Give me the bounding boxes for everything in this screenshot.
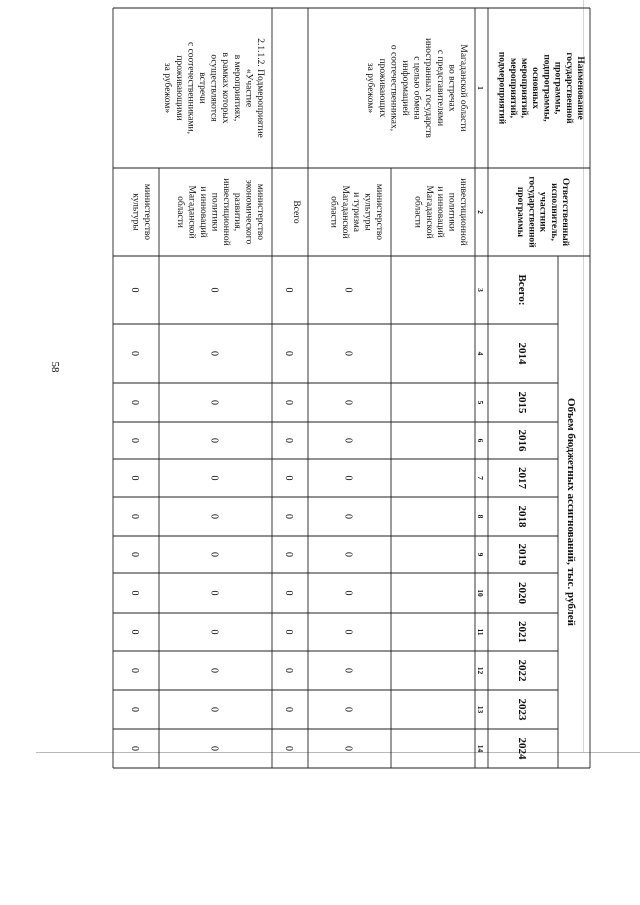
- header-name-column: основных: [530, 67, 541, 109]
- value-cell: 0: [342, 629, 354, 635]
- header-executor-column: программы: [515, 186, 526, 238]
- header-year-2023: 2023: [516, 698, 528, 721]
- value-cell: 0: [342, 351, 354, 356]
- value-cell: 0: [283, 400, 294, 405]
- header-executor-column: участник: [537, 191, 548, 233]
- page-number: 58: [49, 361, 61, 373]
- row-executor: области: [328, 196, 339, 228]
- header-year-2022: 2022: [516, 659, 528, 682]
- value-cell: 0: [283, 438, 294, 443]
- row-executor: культуры: [130, 193, 141, 231]
- value-cell: 0: [208, 629, 220, 635]
- header-year-2021: 2021: [516, 621, 528, 643]
- header-year-2015: 2015: [516, 391, 528, 414]
- header-name-column: Наименование: [575, 56, 585, 120]
- value-cell: 0: [283, 590, 294, 596]
- value-cell: 0: [208, 438, 220, 443]
- budget-header-title: Объем бюджетных ассигнований, тыс. рублей: [565, 398, 577, 626]
- header-executor-column: государственной: [526, 176, 537, 248]
- row-name: «Участие: [243, 68, 254, 108]
- value-cell: 0: [283, 668, 294, 673]
- column-number: 12: [476, 666, 485, 675]
- value-cell: 0: [283, 475, 294, 481]
- header-year-2024: 2024: [516, 737, 528, 760]
- value-cell: 0: [283, 287, 294, 293]
- value-cell: 0: [283, 629, 294, 635]
- row-executor: культуры: [362, 193, 373, 231]
- header-name-column: мероприятий,: [507, 57, 518, 119]
- row-executor: развития,: [232, 192, 243, 232]
- row-executor: министерство: [142, 183, 152, 241]
- column-number: 8: [476, 514, 485, 519]
- row-executor: и инноваций: [435, 186, 446, 238]
- row-name: встречи: [197, 72, 207, 104]
- header-year-2014: 2014: [516, 342, 528, 365]
- row-executor: инвестиционной: [220, 178, 231, 246]
- value-cell: 0: [342, 590, 354, 596]
- row-name: иностранных государств: [423, 38, 434, 138]
- row-executor: области: [175, 196, 186, 228]
- value-cell: 0: [342, 514, 354, 519]
- header-executor-column: исполнитель,: [548, 183, 559, 241]
- row-executor: Магаданской: [186, 185, 197, 239]
- header-total: Всего:: [516, 274, 528, 306]
- row-executor: области: [412, 196, 423, 228]
- value-cell: 0: [208, 552, 220, 557]
- row-executor: политики: [209, 192, 220, 232]
- header-name-column: государственной: [563, 52, 574, 124]
- value-cell: 0: [208, 400, 220, 405]
- row-name: с представителями: [434, 49, 445, 127]
- column-number: 9: [476, 552, 485, 557]
- value-cell: 0: [208, 475, 220, 481]
- row-name: с целью обмена: [411, 56, 422, 120]
- column-number: 13: [476, 705, 485, 714]
- value-cell: 0: [208, 351, 220, 356]
- table-grid: [113, 8, 590, 768]
- row-name: во встречах: [446, 64, 457, 112]
- header-year-2017: 2017: [516, 467, 528, 489]
- value-cell: 0: [342, 552, 354, 557]
- value-cell: 0: [129, 590, 140, 596]
- column-number: 7: [476, 476, 485, 480]
- row-name: за рубежом»: [365, 62, 376, 114]
- header-name-column: программы,: [552, 61, 563, 115]
- row-executor: и туризма: [351, 192, 362, 232]
- column-number: 2: [476, 210, 485, 214]
- row-executor: Всего: [291, 200, 301, 224]
- row-name: с соотечественниками,: [185, 42, 196, 134]
- value-cell: 0: [129, 287, 140, 293]
- value-cell: 0: [342, 668, 354, 673]
- value-cell: 0: [129, 552, 140, 557]
- row-executor: экономического: [243, 179, 254, 245]
- header-name-column: мероприятий,: [519, 57, 529, 119]
- header-executor-column: Ответственный: [560, 177, 570, 247]
- value-cell: 0: [129, 475, 140, 481]
- header-name-column: подпрограммы,: [541, 54, 552, 122]
- value-cell: 0: [283, 351, 294, 356]
- row-name: за рубежом»: [162, 62, 173, 114]
- row-name: информацией: [400, 60, 410, 116]
- value-cell: 0: [342, 746, 354, 751]
- row-executor: министерство: [255, 183, 265, 241]
- row-name: осуществляются: [208, 54, 219, 122]
- value-cell: 0: [208, 746, 220, 751]
- value-cell: 0: [283, 552, 294, 557]
- column-number: 3: [476, 288, 485, 292]
- value-cell: 0: [129, 351, 140, 356]
- value-cell: 0: [283, 707, 294, 712]
- header-year-2016: 2016: [516, 429, 528, 452]
- value-cell: 0: [129, 438, 140, 443]
- row-name: в рамках которых: [220, 52, 231, 124]
- column-number: 4: [476, 351, 485, 356]
- value-cell: 0: [129, 400, 140, 405]
- value-cell: 0: [129, 629, 140, 635]
- row-executor: и инноваций: [198, 186, 208, 238]
- value-cell: 0: [129, 746, 140, 751]
- row-name: проживающими: [173, 55, 184, 121]
- column-number: 11: [476, 628, 485, 636]
- column-number: 10: [476, 589, 485, 597]
- row-executor: Магаданской: [423, 185, 434, 239]
- column-number: 5: [476, 400, 485, 405]
- row-name: проживающих: [376, 58, 387, 118]
- value-cell: 0: [342, 438, 354, 443]
- value-cell: 0: [208, 287, 220, 293]
- header-year-2020: 2020: [516, 582, 528, 604]
- value-cell: 0: [129, 514, 140, 519]
- value-cell: 0: [342, 400, 354, 405]
- value-cell: 0: [129, 707, 140, 712]
- row-executor: политики: [446, 192, 457, 232]
- value-cell: 0: [342, 475, 354, 481]
- column-number: 1: [476, 86, 485, 90]
- table-text: [129, 38, 585, 760]
- value-cell: 0: [208, 590, 220, 596]
- row-name: 2.1.1.2. Подмероприятие: [255, 38, 265, 138]
- header-year-2019: 2019: [516, 543, 528, 566]
- value-cell: 0: [342, 707, 354, 712]
- value-cell: 0: [342, 287, 354, 293]
- row-name: о соотечественниках,: [388, 44, 399, 132]
- row-executor: министерство: [374, 183, 384, 241]
- row-executor: Магаданской: [339, 185, 350, 239]
- value-cell: 0: [208, 668, 220, 673]
- value-cell: 0: [283, 746, 294, 751]
- row-name: в мероприятиях,: [231, 54, 242, 122]
- row-executor: инвестиционной: [458, 178, 468, 246]
- header-name-column: подмероприятий: [496, 51, 507, 125]
- row-name: Магаданской области: [458, 44, 468, 132]
- header-year-2018: 2018: [516, 505, 528, 528]
- column-number: 14: [476, 744, 485, 753]
- column-number: 6: [476, 438, 485, 443]
- value-cell: 0: [208, 514, 220, 519]
- value-cell: 0: [129, 668, 140, 673]
- value-cell: 0: [283, 514, 294, 519]
- value-cell: 0: [208, 707, 220, 712]
